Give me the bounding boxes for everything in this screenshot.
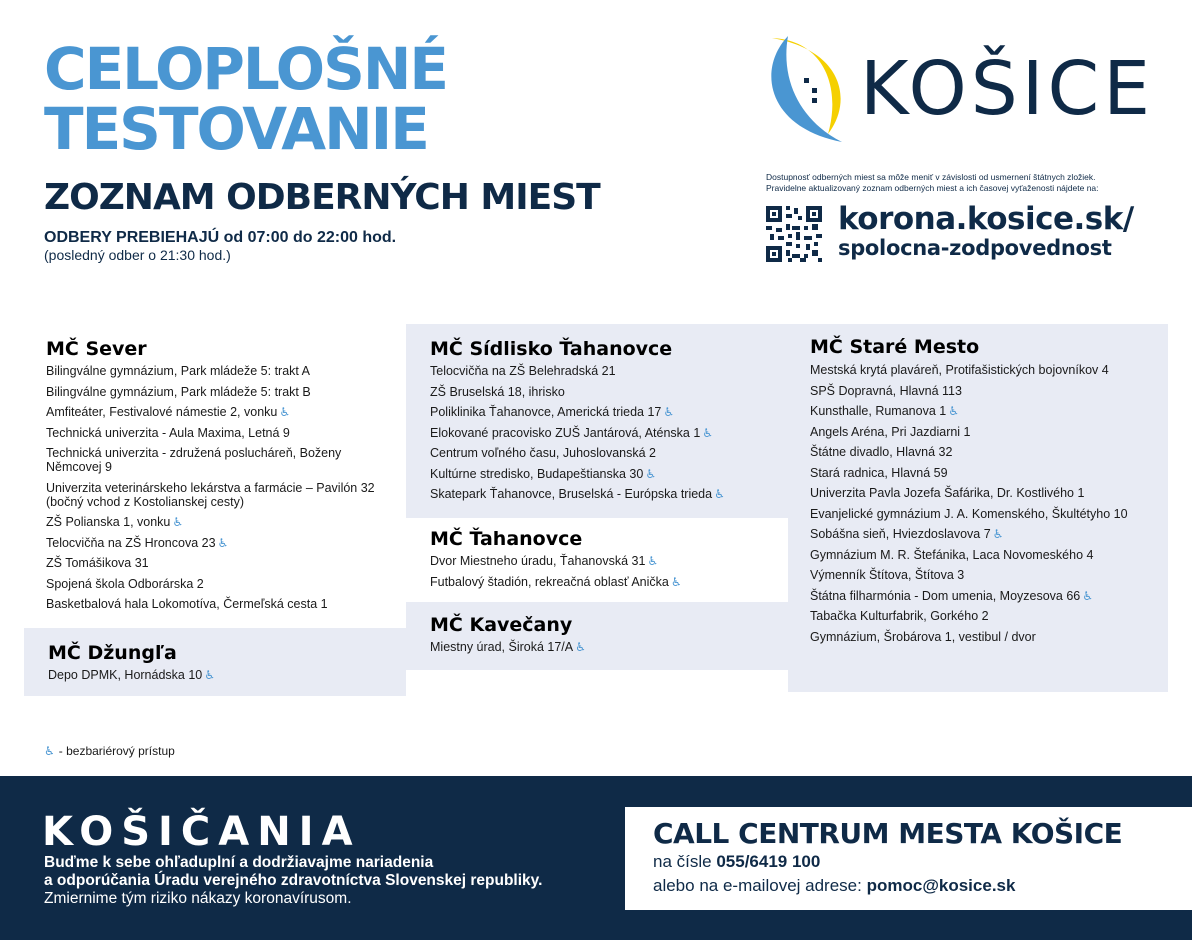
phone-line [653, 852, 820, 872]
site-text: Amfiteáter, Festivalové námestie 2, vonku [46, 405, 278, 419]
panel-mc-tahanovce [406, 518, 788, 602]
site-item [430, 385, 780, 399]
site-item [430, 426, 780, 440]
site-text: Poliklinika Ťahanovce, Americká trieda 17 [430, 405, 662, 419]
call-centre-title: CALL CENTRUM MESTA KOŠICE [653, 817, 1123, 850]
accessibility-legend [44, 744, 175, 758]
site-text: Spojená škola Odborárska 2 [46, 576, 204, 591]
site-text: Kunsthalle, Rumanova 1 [810, 404, 947, 418]
site-item [46, 536, 398, 550]
wheelchair-icon: ♿ [279, 405, 291, 419]
wheelchair-icon: ♿ [670, 574, 682, 589]
site-text: Basketbalová hala Lokomotíva, Čermeľská cesta 1 [46, 597, 328, 611]
site-text: Angels Aréna, Pri Jazdiarni 1 [810, 424, 971, 439]
qr-code-icon[interactable] [766, 206, 822, 262]
availability-note [766, 172, 1176, 194]
site-item [46, 597, 398, 611]
wheelchair-icon: ♿ [663, 405, 675, 419]
site-text: Štátne divadlo, Hlavná 32 [810, 445, 953, 459]
site-text: SPŠ Dopravná, Hlavná 113 [810, 383, 962, 398]
site-item [810, 589, 1160, 603]
site-item [46, 446, 398, 474]
site-item [46, 385, 398, 399]
phone-number[interactable]: 055/6419 100 [716, 852, 821, 871]
wheelchair-icon: ♿ [714, 487, 725, 501]
site-item [810, 404, 1160, 418]
site-text: Kultúrne stredisko, Budapeštianska 30 [430, 466, 644, 481]
site-text: Mestská krytá plaváreň, Protifašistických bojovníkov 4 [810, 363, 1109, 377]
wheelchair-icon: ♿ [948, 404, 959, 418]
site-item [46, 556, 398, 570]
site-item [810, 527, 1160, 541]
district-heading: MČ Staré Mesto [810, 336, 980, 358]
last-sample-time: (posledný odber o 21:30 hod.) [44, 247, 231, 263]
site-text: Výmenník Štítova, Štítova 3 [810, 568, 965, 582]
site-item [430, 487, 780, 501]
site-text: Bilingválne gymnázium, Park mládeže 5: trakt A [46, 364, 311, 378]
site-list [48, 668, 398, 689]
email-line [653, 876, 1015, 896]
site-item [810, 630, 1160, 644]
site-text: Sobášna sieň, Hviezdoslavova 7 [810, 527, 991, 541]
legend-text: - bezbariérový prístup [58, 744, 175, 758]
wheelchair-icon: ♿ [702, 425, 714, 440]
site-text: ZŠ Bruselská 18, ihrisko [430, 384, 565, 399]
site-list [430, 554, 780, 595]
site-list [46, 364, 398, 618]
site-item [46, 577, 398, 591]
site-text: Miestny úrad, Široká 17/A [430, 640, 574, 654]
title-line-2: TESTOVANIE [44, 95, 428, 163]
url-line-2[interactable]: spolocna-zodpovednost [838, 236, 1112, 260]
wheelchair-icon: ♿ [44, 744, 55, 758]
site-text: Štátna filharmónia - Dom umenia, Moyzesova 66 [810, 588, 1081, 603]
district-heading: MČ Sever [46, 338, 147, 360]
site-item [46, 364, 398, 378]
site-text: Gymnázium, Šrobárova 1, vestibul / dvor [810, 629, 1036, 644]
logo-dot-1 [804, 78, 809, 83]
site-item [48, 668, 398, 682]
logo-dot-2 [812, 88, 817, 93]
url-line-1[interactable]: korona.kosice.sk/ [838, 201, 1134, 237]
site-text: Bilingválne gymnázium, Park mládeže 5: trakt B [46, 384, 311, 399]
subtitle: ZOZNAM ODBERNÝCH MIEST [44, 177, 600, 218]
wheelchair-icon: ♿ [647, 554, 659, 568]
site-item [810, 425, 1160, 439]
panel-mc-sidlisko-tahanovce [406, 324, 788, 518]
site-text: ZŠ Polianska 1, vonku [46, 515, 171, 529]
site-text: Dvor Miestneho úradu, Ťahanovská 31 [430, 554, 646, 568]
site-text: Univerzita veterinárskeho lekárstva a farmácie – Pavilón 32 (bočný vchod z Kostolianskej cesty) [46, 480, 375, 509]
wheelchair-icon: ♿ [217, 535, 229, 550]
call-centre-box [625, 807, 1192, 910]
site-item [430, 575, 780, 589]
title-line-1: CELOPLOŠNÉ [44, 35, 448, 103]
site-item [810, 466, 1160, 480]
site-item [810, 507, 1160, 521]
site-item [810, 445, 1160, 459]
site-text: Technická univerzita - združená poslucháreň, Boženy Němcovej 9 [46, 446, 342, 474]
site-text: Tabačka Kulturfabrik, Gorkého 2 [810, 609, 989, 623]
site-text: Elokované pracovisko ZUŠ Jantárová, Aténska 1 [430, 425, 701, 440]
district-heading: MČ Ťahanovce [430, 528, 583, 550]
district-heading: MČ Sídlisko Ťahanovce [430, 338, 673, 360]
site-item [430, 640, 780, 654]
note-line-2: Pravidelne aktualizovaný zoznam odberných miest a ich časovej vyťaženosti nájdete na: [766, 183, 1099, 193]
site-list [430, 364, 780, 508]
district-heading: MČ Kavečany [430, 614, 573, 636]
email-address[interactable]: pomoc@kosice.sk [866, 876, 1016, 895]
site-text: Skatepark Ťahanovce, Bruselská - Európska trieda [430, 487, 713, 501]
district-heading: MČ Džungľa [48, 642, 177, 664]
site-text: Depo DPMK, Hornádska 10 [48, 668, 203, 682]
opening-hours: ODBERY PREBIEHAJÚ od 07:00 do 22:00 hod. [44, 229, 397, 246]
panel-mc-dzungla [24, 628, 406, 696]
site-list [810, 363, 1160, 650]
site-item [810, 384, 1160, 398]
site-item [430, 446, 780, 460]
panel-mc-kavecany [406, 602, 788, 670]
site-text: Telocvičňa na ZŠ Hroncova 23 [46, 535, 216, 550]
site-text: Stará radnica, Hlavná 59 [810, 465, 948, 480]
wheelchair-icon: ♿ [575, 640, 586, 654]
site-item [46, 405, 398, 419]
kosicania-heading: KOŠIČANIA [42, 809, 361, 855]
email-label: alebo na e-mailovej adrese: [653, 876, 862, 895]
message-line-2: a odporúčania Úradu verejného zdravotníctva Slovenskej republiky. [44, 872, 543, 889]
site-text: ZŠ Tomášikova 31 [46, 556, 149, 570]
site-text: Univerzita Pavla Jozefa Šafárika, Dr. Kostlivého 1 [810, 486, 1085, 500]
site-item [810, 363, 1160, 377]
wheelchair-icon: ♿ [645, 466, 657, 481]
site-item [430, 364, 780, 378]
wheelchair-icon: ♿ [172, 515, 184, 529]
wheelchair-icon: ♿ [992, 527, 1004, 541]
site-item [430, 405, 780, 419]
site-item [810, 548, 1160, 562]
message-line-1: Buďme k sebe ohľaduplní a dodržiavajme nariadenia [44, 854, 434, 871]
kosicania-message [44, 854, 542, 908]
site-list [430, 640, 780, 661]
site-text: Evanjelické gymnázium J. A. Komenského, Škultétyho 10 [810, 506, 1128, 521]
panel-mc-stare-mesto [788, 324, 1168, 692]
site-text: Centrum voľného času, Juhoslovanská 2 [430, 446, 656, 460]
site-item [810, 486, 1160, 500]
message-line-3: Zmiernime tým riziko nákazy koronavírusom. [44, 890, 352, 907]
phone-label: na čísle [653, 852, 712, 871]
site-item [810, 609, 1160, 623]
site-text: Gymnázium M. R. Štefánika, Laca Novomeského 4 [810, 547, 1094, 562]
site-item [46, 515, 398, 529]
site-text: Futbalový štadión, rekreačná oblasť Anička [430, 574, 669, 589]
panel-mc-sever [24, 324, 406, 628]
site-text: Technická univerzita - Aula Maxima, Letná 9 [46, 425, 290, 440]
logo-dot-3 [812, 98, 817, 103]
site-item [46, 481, 398, 509]
site-item [430, 467, 780, 481]
site-text: Telocvičňa na ZŠ Belehradská 21 [430, 364, 616, 378]
note-line-1: Dostupnosť odberných miest sa môže meniť v závislosti od usmernení štátnych zložiek. [766, 172, 1096, 182]
site-item [46, 426, 398, 440]
site-item [810, 568, 1160, 582]
logo-wordmark: KOŠICE [860, 46, 1154, 132]
info-url[interactable] [838, 202, 1134, 260]
wheelchair-icon: ♿ [204, 668, 216, 682]
wheelchair-icon: ♿ [1082, 588, 1094, 603]
site-item [430, 554, 780, 568]
